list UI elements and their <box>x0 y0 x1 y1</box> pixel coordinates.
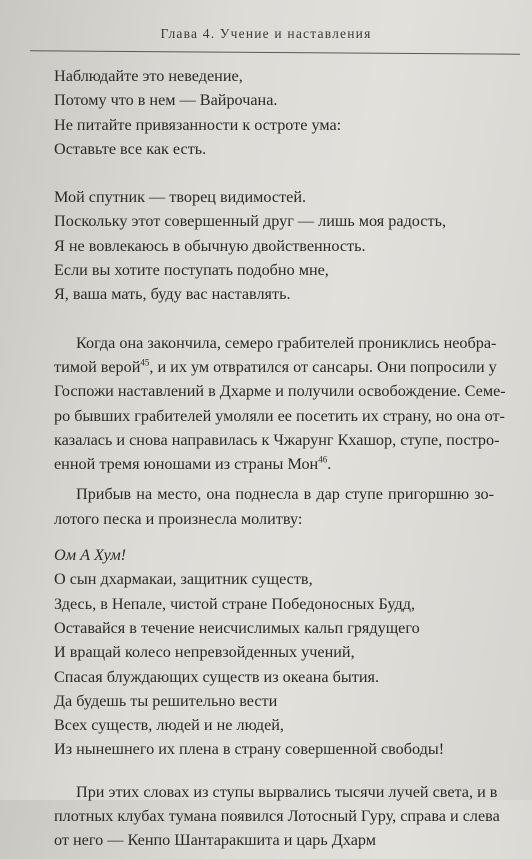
prose-paragraph-3 <box>54 780 500 853</box>
page-body <box>54 64 506 859</box>
prose-paragraph-2 <box>54 482 494 531</box>
prose-line <box>54 452 494 476</box>
verse-line: Наблюдайте это неведение, <box>54 67 243 85</box>
prose-line: лотого песка и произнесла молитву: <box>54 509 303 528</box>
prose-line: казалась и снова направилась к Чжарунг Кхашор, ступе, постро- <box>54 430 500 449</box>
prose-text: , и их ум отвратился от сансары. Они попросили у <box>149 357 497 376</box>
prose-paragraph-1 <box>54 331 506 477</box>
footnote-ref-45: 45 <box>140 357 150 368</box>
verse-line: Оставьте все как есть. <box>54 139 207 158</box>
verse-line: О сын дхармакаи, защитник существ, <box>54 570 313 589</box>
prose-text: енной тремя юношами из страны Мон <box>54 455 319 474</box>
verse-line: Да будешь ты решительно вести <box>54 691 278 710</box>
prose-text: . <box>327 455 332 474</box>
prose-line: ро бывших грабителей умоляли ее посетить их страну, но она от- <box>54 406 505 425</box>
verse-line: Если вы хотите поступать подобно мне, <box>54 261 329 280</box>
verse-line: Спасая блуждающих существ из океана бытия. <box>54 667 379 686</box>
mantra-invocation: Ом А Хум! <box>54 546 127 565</box>
running-header: Глава 4. Учение и наставления <box>160 26 372 41</box>
verse-line: Мой спутник — творец видимостей. <box>54 188 307 207</box>
prose-line: При этих словах из ступы вырвались тысячи лучей света, и в <box>76 782 498 801</box>
prayer-verse <box>54 543 494 762</box>
prose-line <box>54 355 497 379</box>
verse-stanza-2 <box>54 185 494 306</box>
verse-line: Я не вовлекаюсь в обычную двойственность. <box>54 236 366 255</box>
prose-line: Госпожи наставлений в Дхарме и получили освобождение. Семе- <box>54 382 506 401</box>
prose-line: Когда она закончила, семеро грабителей прониклись необра- <box>76 333 497 352</box>
verse-line: И вращай колесо непревзойденных учений, <box>54 643 355 662</box>
header-rule <box>30 50 520 54</box>
prose-line: плотных клубах тумана появился Лотосный Гуру, справа и слева <box>54 807 500 826</box>
verse-line: Не питайте привязанности к остроте ума: <box>54 115 342 134</box>
verse-line: Потому что в нем — Вайрочана. <box>54 91 278 110</box>
verse-line: Поскольку этот совершенный друг — лишь моя радость, <box>54 212 446 231</box>
prose-line: Прибыв на место, она поднесла в дар ступе пригоршню зо- <box>76 485 494 504</box>
prose-text: тимой верой <box>54 357 141 376</box>
verse-line: Оставайся в течение неисчислимых кальп грядущего <box>54 618 420 637</box>
verse-line: Всех существ, людей и не людей, <box>54 716 284 735</box>
verse-line: Здесь, в Непале, чистой стране Победоносных Будд, <box>54 594 416 613</box>
footnote-ref-46: 46 <box>318 454 328 465</box>
verse-line: Из нынешнего их плена в страну совершенной свободы! <box>54 740 445 759</box>
verse-line: Я, ваша мать, буду вас наставлять. <box>54 285 291 304</box>
prose-line: от него — Кенпо Шантаракшита и царь Дхарм <box>54 831 376 850</box>
verse-stanza-1 <box>54 64 494 161</box>
